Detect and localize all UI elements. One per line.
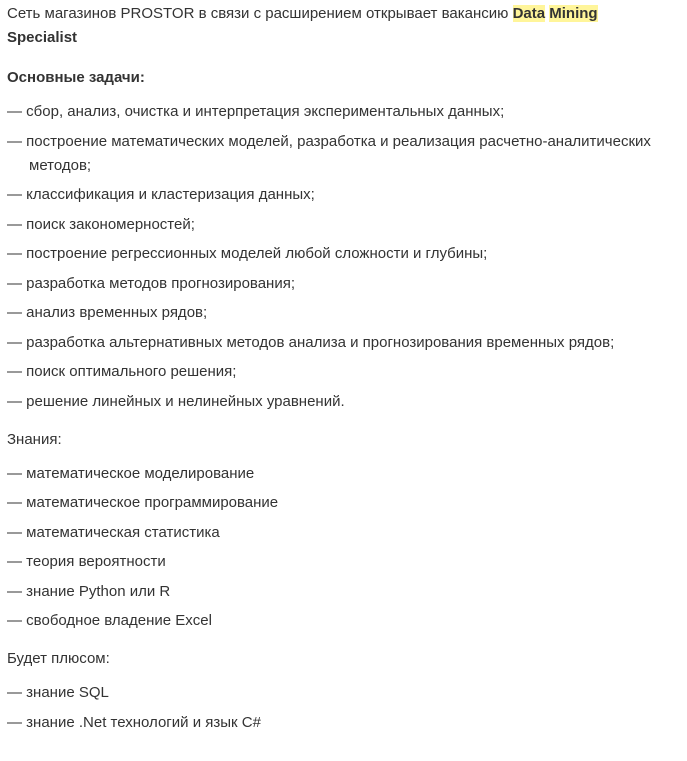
dash: —: [7, 494, 22, 511]
highlight-data: Data: [512, 5, 546, 22]
list-item-text: математическое моделирование: [26, 464, 255, 482]
dash: —: [7, 186, 22, 203]
list-item-text: сбор, анализ, очистка и интерпретация экспериментальных данных;: [26, 103, 505, 120]
list-item: [7, 130, 681, 178]
dash: —: [7, 304, 22, 321]
list-item: [7, 272, 681, 296]
list-item-text: решение линейных и нелинейных уравнений.: [26, 392, 345, 410]
list-item: [7, 390, 681, 414]
plus-list: [7, 681, 681, 735]
dash: —: [7, 553, 22, 570]
list-item-text: математическая статистика: [26, 523, 220, 541]
list-item-text: знание .Net технологий и язык C#: [26, 713, 261, 731]
list-item: [7, 681, 681, 705]
list-item-text: анализ временных рядов;: [26, 304, 208, 321]
list-item-text: построение регрессионных моделей любой сложности и глубины;: [26, 245, 488, 262]
list-item: [7, 301, 681, 325]
list-item: [7, 609, 681, 633]
dash: —: [7, 464, 22, 482]
highlight-mining: Mining: [549, 5, 598, 22]
dash: —: [7, 612, 22, 629]
list-item: [7, 100, 681, 124]
dash: —: [7, 523, 22, 541]
dash: —: [7, 582, 22, 600]
dash: —: [7, 132, 22, 150]
intro-paragraph: [7, 2, 681, 50]
dash: —: [7, 103, 22, 120]
list-item: [7, 183, 681, 207]
dash: —: [7, 363, 22, 380]
list-item-text: математическое программирование: [26, 494, 279, 511]
tasks-heading: Основные задачи:: [7, 69, 145, 86]
list-item-text: построение математических моделей, разработка и реализация расчетно-аналитических методов;: [26, 132, 651, 174]
list-item-text: поиск закономерностей;: [26, 215, 195, 233]
dash: —: [7, 274, 22, 292]
list-item: [7, 360, 681, 384]
dash: —: [7, 713, 22, 731]
list-item: [7, 550, 681, 574]
list-item: [7, 331, 681, 355]
list-item: [7, 213, 681, 237]
list-item: [7, 711, 681, 735]
list-item-text: знание Python или R: [26, 582, 171, 600]
list-item-text: знание SQL: [26, 684, 109, 701]
list-item: [7, 462, 681, 486]
knowledge-list: [7, 462, 681, 634]
list-item-text: поиск оптимального решения;: [26, 363, 237, 380]
list-item: [7, 521, 681, 545]
plus-heading: Будет плюсом:: [7, 650, 110, 667]
list-item: [7, 242, 681, 266]
list-item-text: классификация и кластеризация данных;: [26, 186, 315, 203]
list-item: [7, 580, 681, 604]
list-item: [7, 491, 681, 515]
tasks-list: [7, 100, 681, 414]
dash: —: [7, 684, 22, 701]
knowledge-heading: Знания:: [7, 430, 62, 448]
dash: —: [7, 215, 22, 233]
intro-text: Сеть магазинов PROSTOR в связи с расширением открывает вакансию: [7, 5, 513, 22]
list-item-text: разработка альтернативных методов анализа и прогнозирования временных рядов;: [26, 333, 615, 351]
intro-specialist: Specialist: [7, 29, 78, 46]
list-item-text: разработка методов прогнозирования;: [26, 274, 295, 292]
dash: —: [7, 392, 22, 410]
dash: —: [7, 333, 22, 351]
dash: —: [7, 245, 22, 262]
list-item-text: теория вероятности: [26, 553, 166, 570]
list-item-text: свободное владение Excel: [26, 612, 212, 629]
